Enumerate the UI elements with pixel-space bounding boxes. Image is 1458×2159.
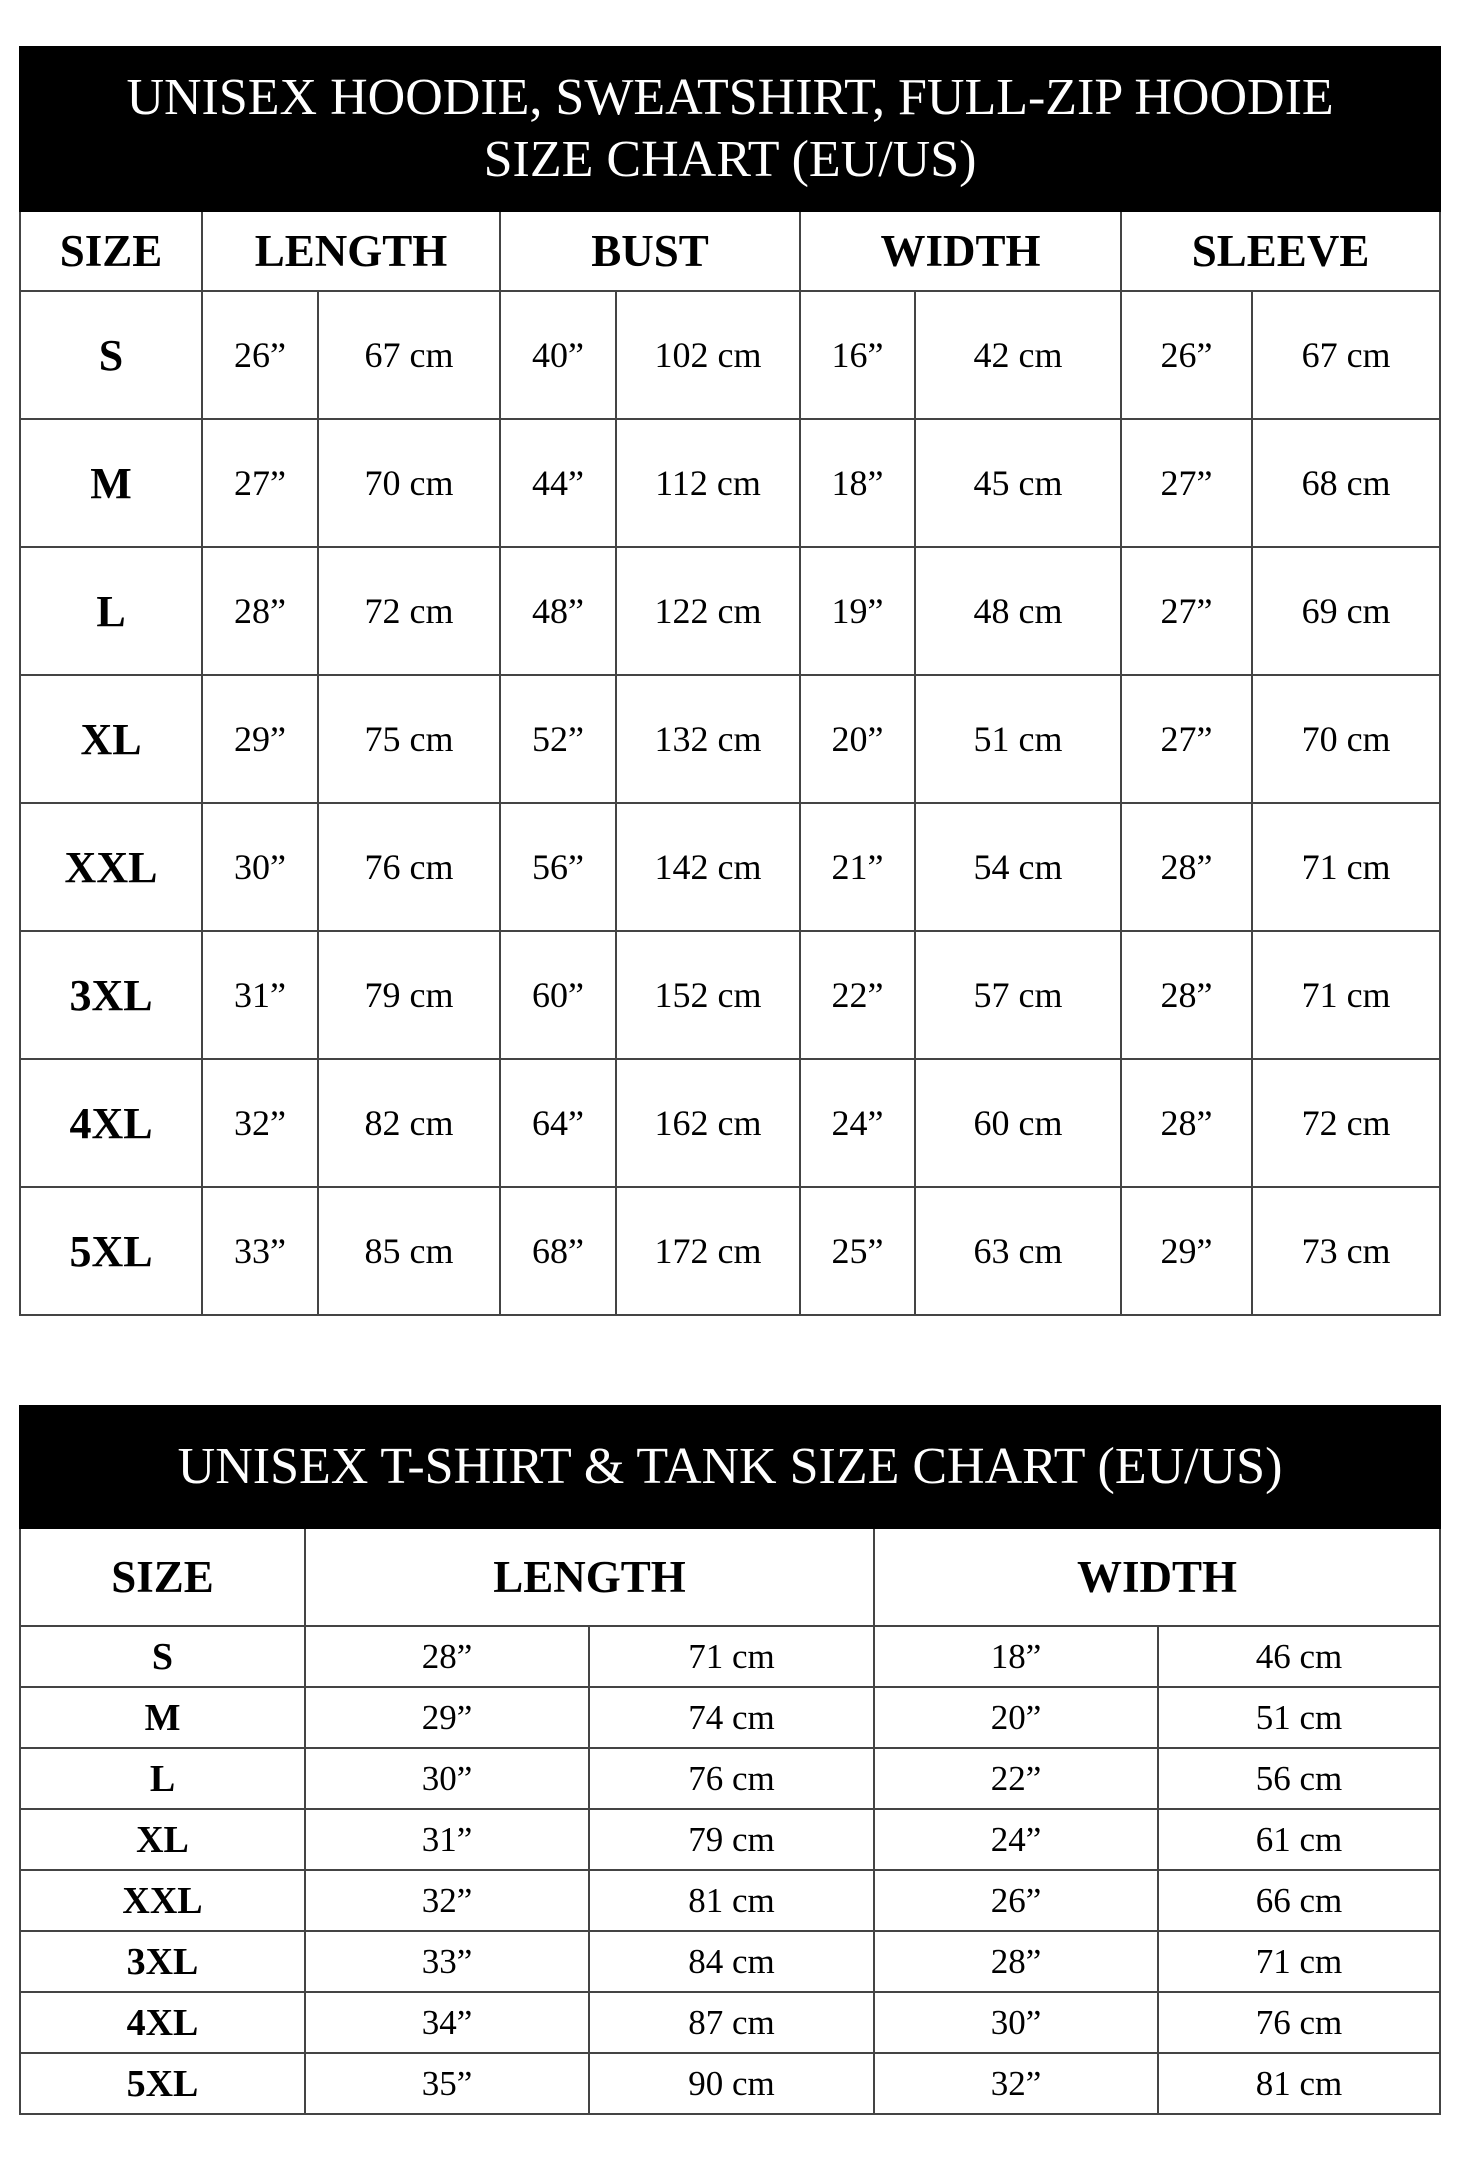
- length-in-cell: 33”: [305, 1931, 589, 1992]
- header-length: LENGTH: [202, 211, 500, 291]
- width-cm-cell: 48 cm: [915, 547, 1121, 675]
- bust-cm-cell: 172 cm: [616, 1187, 800, 1315]
- length-cm-cell: 74 cm: [589, 1687, 874, 1748]
- size-cell: XXL: [20, 803, 202, 931]
- width-cm-cell: 45 cm: [915, 419, 1121, 547]
- header-length: LENGTH: [305, 1528, 874, 1626]
- bust-in-cell: 64”: [500, 1059, 616, 1187]
- size-cell: 5XL: [20, 1187, 202, 1315]
- tshirt-size-chart: [19, 1405, 1441, 2115]
- width-in-cell: 22”: [874, 1748, 1158, 1809]
- sleeve-in-cell: 26”: [1121, 291, 1252, 419]
- length-in-cell: 29”: [202, 675, 318, 803]
- sleeve-cm-cell: 72 cm: [1252, 1059, 1440, 1187]
- length-cm-cell: 71 cm: [589, 1626, 874, 1687]
- sleeve-in-cell: 29”: [1121, 1187, 1252, 1315]
- length-cm-cell: 87 cm: [589, 1992, 874, 2053]
- length-cm-cell: 79 cm: [318, 931, 500, 1059]
- bust-cm-cell: 162 cm: [616, 1059, 800, 1187]
- size-cell: 4XL: [20, 1992, 305, 2053]
- width-cm-cell: 71 cm: [1158, 1931, 1440, 1992]
- table-row: [20, 1059, 1440, 1187]
- width-in-cell: 26”: [874, 1870, 1158, 1931]
- length-in-cell: 28”: [202, 547, 318, 675]
- width-cm-cell: 66 cm: [1158, 1870, 1440, 1931]
- table-row: [20, 1809, 1440, 1870]
- width-in-cell: 18”: [874, 1626, 1158, 1687]
- width-in-cell: 16”: [800, 291, 915, 419]
- hoodie-size-chart: [19, 46, 1441, 1316]
- width-cm-cell: 56 cm: [1158, 1748, 1440, 1809]
- sleeve-cm-cell: 73 cm: [1252, 1187, 1440, 1315]
- bust-cm-cell: 152 cm: [616, 931, 800, 1059]
- table-row: [20, 1870, 1440, 1931]
- bust-in-cell: 68”: [500, 1187, 616, 1315]
- size-cell: XL: [20, 1809, 305, 1870]
- header-size: SIZE: [20, 1528, 305, 1626]
- tshirt-chart-title: UNISEX T-SHIRT & TANK SIZE CHART (EU/US): [20, 1406, 1440, 1528]
- table-row: [20, 1748, 1440, 1809]
- length-in-cell: 34”: [305, 1992, 589, 2053]
- width-in-cell: 24”: [800, 1059, 915, 1187]
- size-cell: XL: [20, 675, 202, 803]
- sleeve-in-cell: 27”: [1121, 547, 1252, 675]
- bust-in-cell: 60”: [500, 931, 616, 1059]
- size-cell: 4XL: [20, 1059, 202, 1187]
- sleeve-cm-cell: 71 cm: [1252, 931, 1440, 1059]
- table-row: [20, 1687, 1440, 1748]
- length-cm-cell: 67 cm: [318, 291, 500, 419]
- length-in-cell: 33”: [202, 1187, 318, 1315]
- width-in-cell: 32”: [874, 2053, 1158, 2114]
- length-cm-cell: 76 cm: [589, 1748, 874, 1809]
- width-cm-cell: 54 cm: [915, 803, 1121, 931]
- header-sleeve: SLEEVE: [1121, 211, 1440, 291]
- length-in-cell: 29”: [305, 1687, 589, 1748]
- size-cell: M: [20, 419, 202, 547]
- hoodie-chart-title-line-2: SIZE CHART (EU/US): [483, 131, 977, 188]
- table-row: [20, 419, 1440, 547]
- length-cm-cell: 85 cm: [318, 1187, 500, 1315]
- sleeve-in-cell: 27”: [1121, 675, 1252, 803]
- length-cm-cell: 84 cm: [589, 1931, 874, 1992]
- header-size: SIZE: [20, 211, 202, 291]
- width-in-cell: 18”: [800, 419, 915, 547]
- table-row: [20, 1626, 1440, 1687]
- width-cm-cell: 61 cm: [1158, 1809, 1440, 1870]
- bust-cm-cell: 122 cm: [616, 547, 800, 675]
- bust-in-cell: 40”: [500, 291, 616, 419]
- width-cm-cell: 51 cm: [915, 675, 1121, 803]
- width-in-cell: 20”: [800, 675, 915, 803]
- table-row: [20, 291, 1440, 419]
- width-cm-cell: 46 cm: [1158, 1626, 1440, 1687]
- size-cell: 3XL: [20, 1931, 305, 1992]
- width-in-cell: 20”: [874, 1687, 1158, 1748]
- width-in-cell: 22”: [800, 931, 915, 1059]
- width-in-cell: 25”: [800, 1187, 915, 1315]
- length-in-cell: 31”: [202, 931, 318, 1059]
- table-row: [20, 1187, 1440, 1315]
- bust-in-cell: 56”: [500, 803, 616, 931]
- width-in-cell: 28”: [874, 1931, 1158, 1992]
- size-cell: XXL: [20, 1870, 305, 1931]
- length-cm-cell: 72 cm: [318, 547, 500, 675]
- width-cm-cell: 57 cm: [915, 931, 1121, 1059]
- length-in-cell: 26”: [202, 291, 318, 419]
- table-row: [20, 1931, 1440, 1992]
- width-in-cell: 21”: [800, 803, 915, 931]
- size-cell: M: [20, 1687, 305, 1748]
- width-in-cell: 19”: [800, 547, 915, 675]
- table-row: [20, 675, 1440, 803]
- length-cm-cell: 79 cm: [589, 1809, 874, 1870]
- table-row: [20, 2053, 1440, 2114]
- bust-cm-cell: 112 cm: [616, 419, 800, 547]
- width-cm-cell: 42 cm: [915, 291, 1121, 419]
- sleeve-cm-cell: 70 cm: [1252, 675, 1440, 803]
- size-cell: L: [20, 547, 202, 675]
- bust-in-cell: 48”: [500, 547, 616, 675]
- bust-cm-cell: 102 cm: [616, 291, 800, 419]
- size-cell: L: [20, 1748, 305, 1809]
- sleeve-in-cell: 28”: [1121, 803, 1252, 931]
- length-cm-cell: 70 cm: [318, 419, 500, 547]
- sleeve-in-cell: 27”: [1121, 419, 1252, 547]
- size-cell: S: [20, 1626, 305, 1687]
- sleeve-in-cell: 28”: [1121, 931, 1252, 1059]
- length-in-cell: 28”: [305, 1626, 589, 1687]
- length-cm-cell: 90 cm: [589, 2053, 874, 2114]
- bust-cm-cell: 132 cm: [616, 675, 800, 803]
- table-row: [20, 1992, 1440, 2053]
- sleeve-in-cell: 28”: [1121, 1059, 1252, 1187]
- size-cell: 3XL: [20, 931, 202, 1059]
- size-cell: 5XL: [20, 2053, 305, 2114]
- length-cm-cell: 82 cm: [318, 1059, 500, 1187]
- table-row: [20, 547, 1440, 675]
- sleeve-cm-cell: 71 cm: [1252, 803, 1440, 931]
- length-cm-cell: 76 cm: [318, 803, 500, 931]
- width-in-cell: 30”: [874, 1992, 1158, 2053]
- width-cm-cell: 76 cm: [1158, 1992, 1440, 2053]
- sleeve-cm-cell: 68 cm: [1252, 419, 1440, 547]
- size-cell: S: [20, 291, 202, 419]
- length-cm-cell: 75 cm: [318, 675, 500, 803]
- hoodie-chart-title-line-1: UNISEX HOODIE, SWEATSHIRT, FULL-ZIP HOODIE: [126, 69, 1334, 126]
- length-in-cell: 27”: [202, 419, 318, 547]
- header-width: WIDTH: [874, 1528, 1440, 1626]
- length-in-cell: 30”: [305, 1748, 589, 1809]
- header-width: WIDTH: [800, 211, 1121, 291]
- sleeve-cm-cell: 69 cm: [1252, 547, 1440, 675]
- table-row: [20, 931, 1440, 1059]
- hoodie-chart-title: [20, 47, 1440, 211]
- bust-in-cell: 52”: [500, 675, 616, 803]
- length-in-cell: 32”: [202, 1059, 318, 1187]
- header-bust: BUST: [500, 211, 800, 291]
- length-in-cell: 31”: [305, 1809, 589, 1870]
- width-cm-cell: 51 cm: [1158, 1687, 1440, 1748]
- length-in-cell: 30”: [202, 803, 318, 931]
- bust-cm-cell: 142 cm: [616, 803, 800, 931]
- width-cm-cell: 63 cm: [915, 1187, 1121, 1315]
- table-row: [20, 803, 1440, 931]
- length-in-cell: 35”: [305, 2053, 589, 2114]
- length-cm-cell: 81 cm: [589, 1870, 874, 1931]
- width-cm-cell: 60 cm: [915, 1059, 1121, 1187]
- bust-in-cell: 44”: [500, 419, 616, 547]
- sleeve-cm-cell: 67 cm: [1252, 291, 1440, 419]
- width-cm-cell: 81 cm: [1158, 2053, 1440, 2114]
- length-in-cell: 32”: [305, 1870, 589, 1931]
- width-in-cell: 24”: [874, 1809, 1158, 1870]
